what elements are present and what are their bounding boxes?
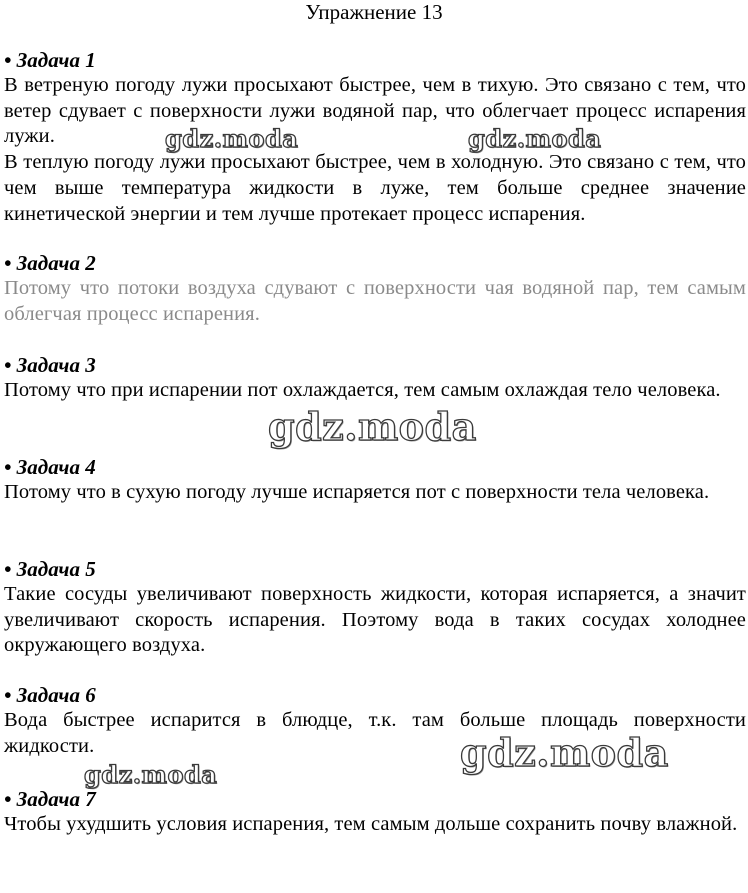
- task-heading: • Задача 1: [4, 48, 96, 72]
- task-heading: • Задача 3: [4, 353, 96, 377]
- task-text: Чтобы ухудшить условия испарения, тем самым дольше сохранить почву влажной.: [4, 813, 738, 835]
- watermark: gdz.moda: [468, 124, 602, 153]
- task-text: Потому что в сухую погоду лучше испаряется пот с поверхности тела человека.: [4, 481, 710, 503]
- task-1: [4, 48, 746, 227]
- task-text: В ветреную погоду лужи просыхают быстрее, чем в тихую. Это связано с тем, что ветер сдувает с поверхности лужи водяной пар, что облегчает процесс испарения лужи.: [4, 74, 746, 148]
- task-3: [4, 353, 746, 404]
- task-heading: • Задача 4: [4, 455, 96, 479]
- task-heading: • Задача 5: [4, 557, 96, 581]
- watermark: gdz.moda: [165, 124, 299, 153]
- task-6: [4, 683, 746, 759]
- page-title: Упражнение 13: [305, 0, 443, 24]
- task-5: [4, 557, 746, 659]
- task-heading: • Задача 6: [4, 683, 96, 707]
- task-heading: • Задача 2: [4, 251, 96, 275]
- task-text: В теплую погоду лужи просыхают быстрее, чем в холодную. Это связано с тем, что чем выше температура жидкости в луже, тем больше среднее значение кинетической энергии и тем лучше протекает процесс испарения.: [4, 151, 746, 225]
- task-heading: • Задача 7: [4, 787, 96, 811]
- watermark: gdz.moda: [84, 760, 218, 789]
- task-4: [4, 455, 746, 506]
- watermark: gdz.moda: [268, 404, 477, 449]
- task-2: [4, 251, 746, 327]
- task-text: Потому что при испарении пот охлаждается, тем самым охлаждая тело человека.: [4, 379, 721, 401]
- watermark: gdz.moda: [460, 730, 669, 775]
- task-text: Потому что потоки воздуха сдувают с поверхности чая водяной пар, тем самым облегчая процесс испарения.: [4, 277, 746, 325]
- task-text: Такие сосуды увеличивают поверхность жидкости, которая испаряется, а значит увеличивают скорость испарения. Поэтому вода в таких сосудах холоднее окружающего воздуха.: [4, 583, 746, 657]
- task-text: Вода быстрее испарится в блюдце, т.к. там больше площадь поверхности жидкости.: [4, 709, 746, 757]
- task-7: [4, 787, 746, 838]
